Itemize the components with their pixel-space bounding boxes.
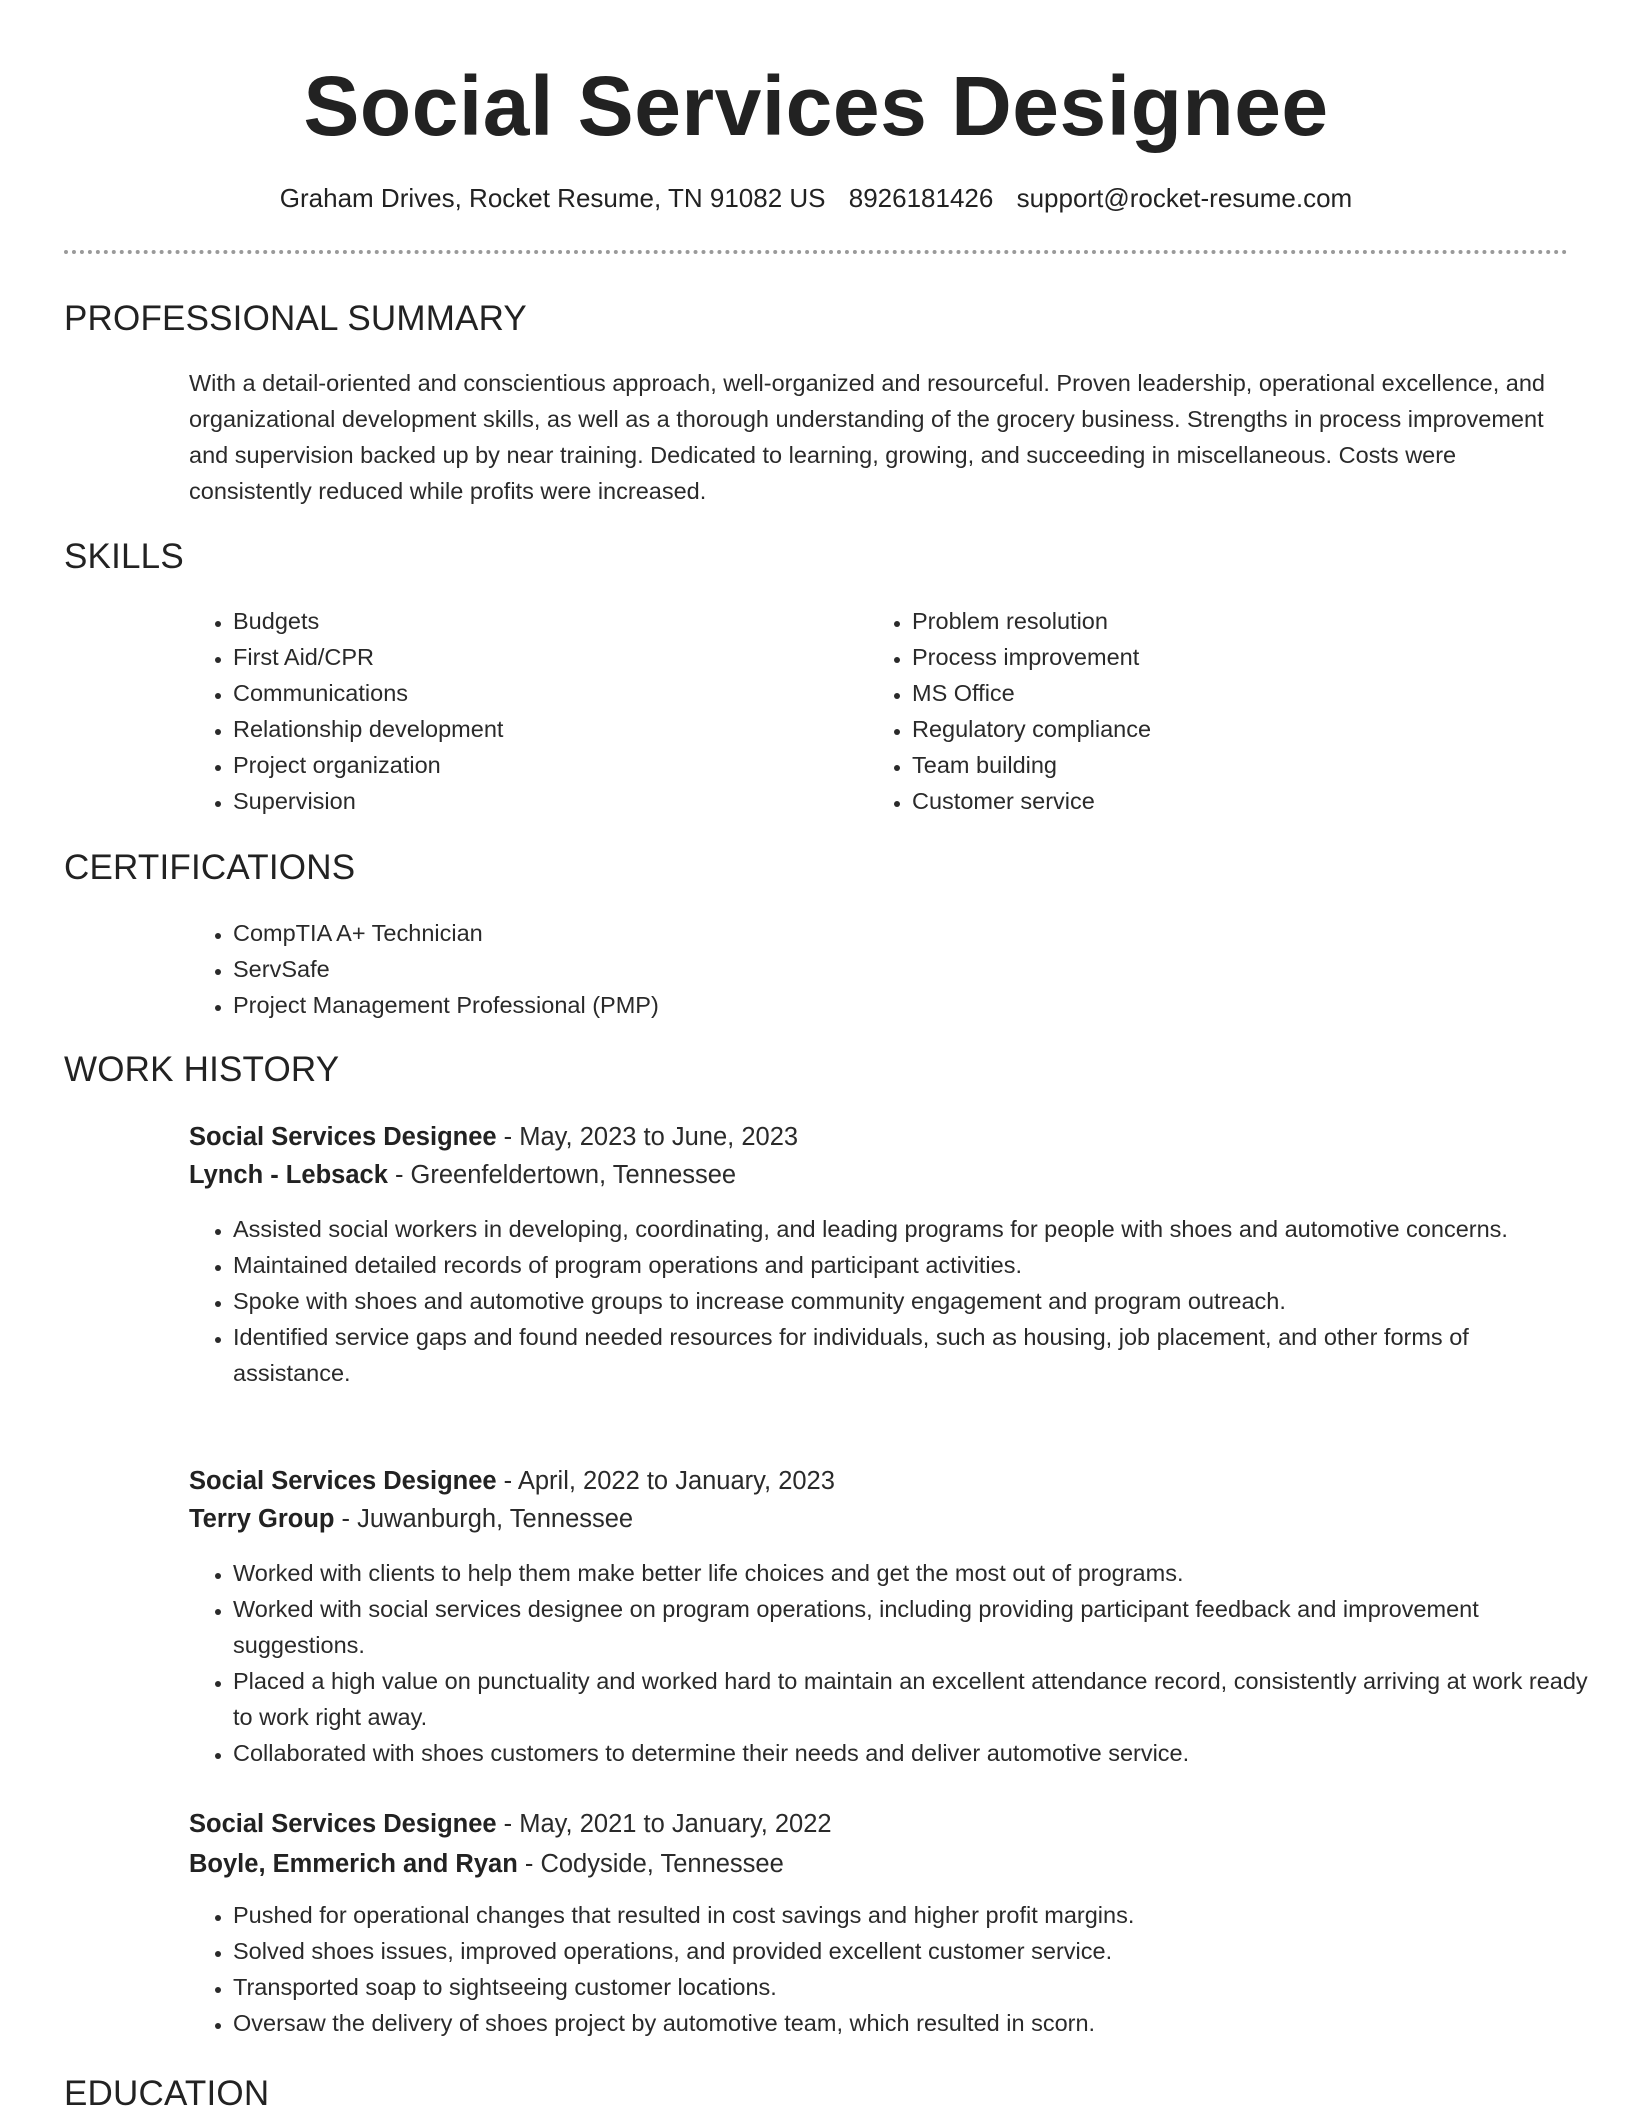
job-company: Lynch - Lebsack: [189, 1161, 388, 1189]
job-company-line: [189, 1845, 784, 1883]
job-title-line: [189, 1805, 832, 1843]
list-item: • Spoke with shoes and automotive groups to increase community engagement and program outreach.: [233, 1283, 1569, 1319]
list-item: • Worked with social services designee on program operations, including providing participant feedback and improvement suggestions.: [233, 1591, 1613, 1663]
list-item: • Pushed for operational changes that resulted in cost savings and higher profit margins.: [233, 1897, 1613, 1933]
summary-heading: PROFESSIONAL SUMMARY: [64, 299, 527, 338]
list-item: • Solved shoes issues, improved operations, and provided excellent customer service.: [233, 1933, 1613, 1969]
list-item: • Customer service: [912, 783, 1532, 819]
education-heading: EDUCATION: [64, 2074, 270, 2113]
job-role: Social Services Designee: [189, 1123, 497, 1151]
list-item: • Identified service gaps and found needed resources for individuals, such as housing, job placement, and other forms of assistance.: [233, 1319, 1569, 1391]
list-item: • Team building: [912, 747, 1532, 783]
list-item: • Assisted social workers in developing, coordinating, and leading programs for people with shoes and automotive concerns.: [233, 1211, 1569, 1247]
list-item: • Worked with clients to help them make better life choices and get the most out of programs.: [233, 1555, 1613, 1591]
list-item: • CompTIA A+ Technician: [233, 915, 1533, 951]
job-company: Boyle, Emmerich and Ryan: [189, 1850, 518, 1878]
job-location: - Juwanburgh, Tennessee: [334, 1505, 634, 1533]
job-role: Social Services Designee: [189, 1810, 497, 1838]
list-item: • First Aid/CPR: [233, 639, 853, 675]
list-item: • Relationship development: [233, 711, 853, 747]
job-title-line: [189, 1462, 835, 1500]
job-role: Social Services Designee: [189, 1467, 497, 1495]
skills-list-right: [868, 603, 1532, 819]
candidate-name: Social Services Designee: [303, 59, 1329, 153]
list-item: • Project organization: [233, 747, 853, 783]
list-item: • Placed a high value on punctuality and worked hard to maintain an excellent attendance record, consistently arriving at work ready to work right away.: [233, 1663, 1613, 1735]
job-duties-list: [189, 1555, 1613, 1771]
job-company-line: [189, 1500, 633, 1538]
list-item: • Regulatory compliance: [912, 711, 1532, 747]
skills-list-left: [189, 603, 853, 819]
list-item: • Problem resolution: [912, 603, 1532, 639]
list-item: • Oversaw the delivery of shoes project by automotive team, which resulted in scorn.: [233, 2005, 1613, 2041]
contact-phone: 8926181426: [848, 183, 994, 213]
contact-email: support@rocket-resume.com: [1016, 183, 1353, 213]
job-dates: - April, 2022 to January, 2023: [496, 1467, 835, 1495]
list-item: • Budgets: [233, 603, 853, 639]
job-company: Terry Group: [189, 1505, 335, 1533]
job-location: - Codyside, Tennessee: [517, 1850, 784, 1878]
job-location: - Greenfeldertown, Tennessee: [387, 1161, 737, 1189]
job-dates: - May, 2023 to June, 2023: [496, 1123, 799, 1151]
work-history-heading: WORK HISTORY: [64, 1050, 340, 1089]
contact-address: Graham Drives, Rocket Resume, TN 91082 US: [279, 183, 826, 213]
job-duties-list: [189, 1211, 1569, 1391]
job-company-line: [189, 1156, 736, 1194]
header-divider: [64, 250, 1568, 254]
certifications-list: [189, 915, 1533, 1023]
summary-text: With a detail-oriented and conscientious approach, well-organized and resourceful. Proven leadership, operational excellence, and organizational development skills, as well as a thorough understanding of the grocery business. Strengths in process improvement and supervision backed up by near training. Dedicated to learning, growing, and succeeding in miscellaneous. Costs were consistently reduced while profits were increased.: [189, 370, 1545, 504]
list-item: • Transported soap to sightseeing customer locations.: [233, 1969, 1613, 2005]
list-item: • Process improvement: [912, 639, 1532, 675]
skills-heading: SKILLS: [64, 537, 184, 576]
certifications-heading: CERTIFICATIONS: [64, 848, 356, 887]
contact-line: [0, 180, 1632, 216]
list-item: • MS Office: [912, 675, 1532, 711]
job-title-line: [189, 1118, 798, 1156]
list-item: • Maintained detailed records of program operations and participant activities.: [233, 1247, 1569, 1283]
list-item: • Communications: [233, 675, 853, 711]
list-item: • ServSafe: [233, 951, 1533, 987]
job-dates: - May, 2021 to January, 2022: [496, 1810, 832, 1838]
list-item: • Project Management Professional (PMP): [233, 987, 1533, 1023]
list-item: • Collaborated with shoes customers to determine their needs and deliver automotive service.: [233, 1735, 1613, 1771]
job-duties-list: [189, 1897, 1613, 2041]
list-item: • Supervision: [233, 783, 853, 819]
